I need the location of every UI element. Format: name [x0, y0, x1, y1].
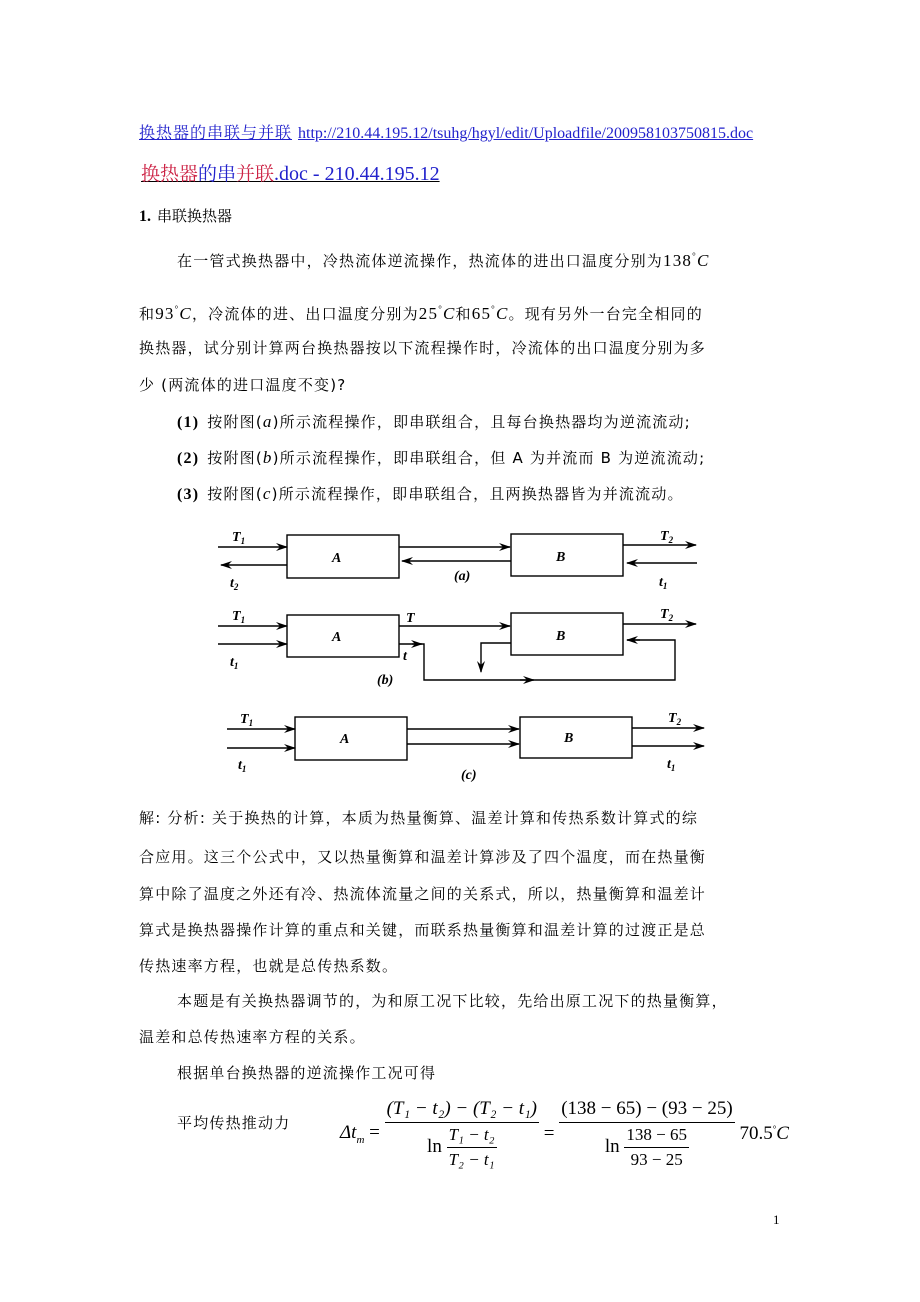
figure-ref: c	[262, 484, 272, 503]
formula-label: 平均传热推动力	[177, 1114, 291, 1132]
para3: 根据单台换热器的逆流操作工况可得	[177, 1064, 437, 1082]
link-text: 的串	[198, 163, 237, 185]
text: )所示流程操作，即串联组合，且两换热器皆为并流流动。	[271, 485, 684, 503]
solution-line-4: 算式是换热器操作计算的重点和关键，而联系热量衡算和温差计算的过渡正是总	[139, 921, 707, 939]
problem-line-3: 换热器，试分别计算两台换热器按以下流程操作时，冷流体的出口温度分别为多	[139, 339, 707, 357]
text: ，冷流体的进、出口温度分别为	[191, 305, 419, 323]
ln-denominator-values: 93 − 25	[630, 1150, 683, 1169]
svg-text:t: t	[403, 649, 407, 664]
ln: ln	[604, 1135, 620, 1157]
unit: C	[443, 304, 456, 323]
solution-line-3: 算中除了温度之外还有冷、热流体流量之间的关系式，所以，热量衡算和温差计	[139, 885, 707, 903]
problem-line-4: 少 (两流体的进口温度不变)?	[139, 376, 347, 394]
svg-text:T1: $T_1$	[232, 609, 246, 625]
ln-numerator-values: 138 − 65	[624, 1125, 689, 1148]
svg-text:A: A	[340, 732, 350, 747]
svg-text:(b): (b)	[377, 673, 394, 688]
text: )所示流程操作，即串联组合，且每台换热器均为逆流流动;	[272, 413, 691, 431]
exchanger-a-box	[295, 717, 407, 760]
svg-text:(a): (a)	[454, 569, 471, 584]
text: 和	[455, 305, 472, 323]
mean-temp-difference-formula: $\Delta t_m$ = (T₁ − t₂) − (T₂ − t₁) ln $\frac{\text{T₁ − t₂}}{\text{T₂ − t₁}}$ = (138 − 65) − (93 − 25) ln $\frac{138 - 65}{93 - 25}$ 70.5°C	[340, 1098, 789, 1169]
svg-text:T2: $T_2$	[668, 711, 682, 727]
ln-denominator: T₂ − t₁	[448, 1150, 495, 1169]
temp-value: 138	[663, 251, 693, 270]
degree-symbol: °	[772, 1124, 777, 1134]
exchanger-b-box	[511, 613, 623, 655]
section-title: 串联换热器	[157, 207, 233, 225]
temp-value: 25	[418, 304, 439, 323]
svg-text:t1: $t_1$	[659, 575, 668, 591]
degree-symbol: °	[491, 304, 496, 314]
highlight-term: 换热器	[141, 163, 199, 185]
svg-text:B: B	[556, 550, 566, 565]
para2-line-2: 温差和总传热速率方程的关系。	[139, 1028, 366, 1046]
highlight-term: 并联	[236, 163, 275, 185]
diagram-c	[227, 717, 704, 760]
svg-text:t2: $t_2$	[230, 576, 239, 592]
text: 按附图(	[207, 413, 263, 431]
exchanger-b-box	[520, 717, 632, 758]
unit: C	[696, 251, 710, 270]
diagram-b	[218, 613, 696, 680]
svg-text:T: T	[406, 611, 415, 626]
solution-line-2: 合应用。这三个公式中，又以热量衡算和温差计算涉及了四个温度，而在热量衡	[139, 848, 707, 866]
link-suffix: .doc - 210.44.195.12	[274, 163, 440, 185]
ln: ln	[427, 1135, 442, 1157]
text: 在一管式换热器中，冷热流体逆流操作，热流体的进出口温度分别为	[177, 252, 664, 270]
temp-value: 65	[471, 304, 492, 323]
figure-ref: a	[262, 412, 273, 431]
item-number: (3)	[177, 486, 200, 503]
svg-text:(c): (c)	[461, 768, 477, 783]
svg-text:A: A	[332, 551, 342, 566]
solution-line-1: 解: 分析: 关于换热的计算，本质为热量衡算、温差计算和传热系数计算式的综	[139, 809, 699, 827]
result-value: 70.5	[739, 1123, 773, 1144]
degree-symbol: °	[174, 304, 180, 314]
numeric-fraction	[559, 1098, 734, 1170]
item-number: (1)	[177, 414, 200, 431]
symbolic-fraction	[385, 1098, 539, 1170]
numerator-values: (138 − 65) − (93 − 25)	[559, 1098, 734, 1123]
degree-symbol: °	[692, 251, 697, 261]
solution-line-5: 传热速率方程，也就是总传热系数。	[139, 957, 399, 975]
text: 按附图(	[207, 449, 263, 467]
unit: C	[179, 304, 192, 323]
exchanger-a-box	[287, 615, 399, 657]
svg-text:A: A	[332, 630, 342, 645]
degree-symbol: °	[438, 304, 443, 314]
numerator: (T₁ − t₂) − (T₂ − t₁)	[386, 1098, 537, 1119]
exchanger-a-box	[287, 535, 399, 578]
svg-text:T2: $T_2$	[660, 529, 674, 545]
svg-text:T2: $T_2$	[660, 607, 674, 623]
text: )所示流程操作，即串联组合，但 A 为并流而 B 为逆流流动;	[272, 449, 706, 467]
text: 。现有另外一台完全相同的	[508, 305, 703, 323]
result-unit: C	[776, 1123, 789, 1144]
svg-text:T1: $T_1$	[240, 712, 254, 728]
text: 按附图(	[207, 485, 263, 503]
para2-line-1: 本题是有关换热器调节的，为和原工况下比较，先给出原工况下的热量衡算，	[177, 992, 728, 1010]
svg-text:B: B	[556, 629, 566, 644]
svg-text:t1: $t_1$	[230, 655, 239, 671]
page-number: 1	[773, 1212, 780, 1227]
delta-t: Δt	[340, 1122, 357, 1144]
ln-numerator: T₁ − t₂	[448, 1125, 495, 1144]
source-link-title[interactable]: 换热器的串联与并联	[139, 123, 293, 142]
temp-value: 93	[155, 304, 175, 323]
svg-text:t1: $t_1$	[667, 757, 676, 773]
unit: C	[495, 304, 509, 323]
text: 和	[139, 305, 156, 323]
source-link-url[interactable]: http://210.44.195.12/tsuhg/hgyl/edit/Uploadfile/200958103750815.doc	[298, 125, 754, 142]
item-number: (2)	[177, 450, 200, 467]
figure-ref: b	[262, 448, 273, 467]
svg-text:t1: $t_1$	[238, 758, 247, 774]
section-number: 1.	[139, 208, 151, 225]
svg-text:B: B	[564, 731, 574, 746]
subscript-m: m	[356, 1133, 365, 1146]
svg-text:T1: $T_1$	[232, 530, 246, 546]
exchanger-b-box	[511, 534, 623, 576]
